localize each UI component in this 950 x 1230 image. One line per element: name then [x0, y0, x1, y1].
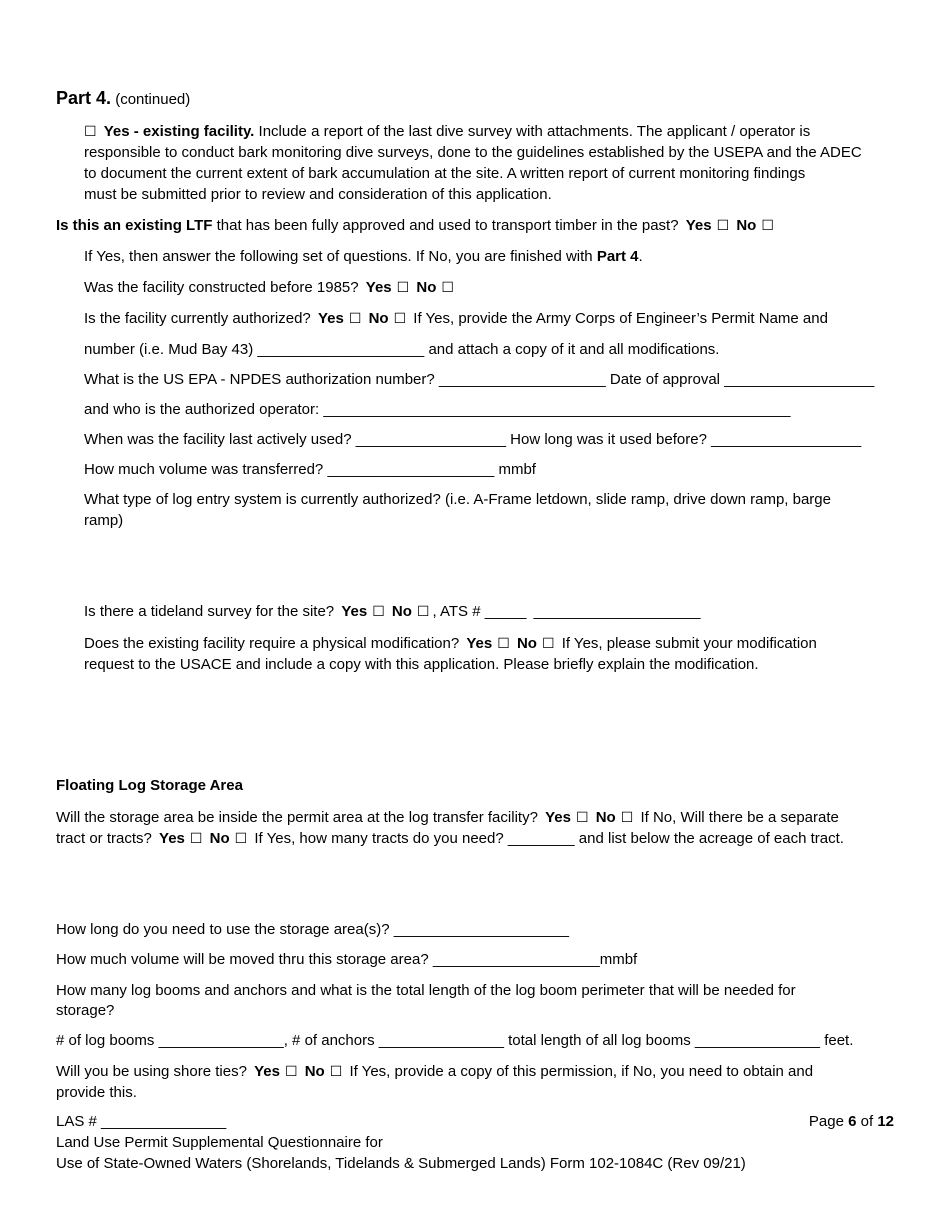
footer-las — [56, 1111, 226, 1132]
tideland-ats-field[interactable]: _____ — [484, 603, 527, 620]
constructed-text: Was the facility constructed before 1985? — [84, 279, 359, 296]
modification-line2: request to the USACE and include a copy with this application. Please briefly explain the modification. — [84, 656, 759, 673]
length-unit: feet. — [824, 1032, 854, 1049]
booms-question-line2: storage? — [56, 1002, 115, 1019]
yes-existing-line3: to document the current extent of bark accumulation at the site. A written report of current monitoring findings — [84, 165, 806, 182]
anchors-label: , # of anchors — [283, 1032, 375, 1049]
part-subtitle: (continued) — [115, 91, 191, 108]
yes-existing-label: Yes - existing facility. — [103, 123, 255, 140]
last-used-label: When was the facility last actively used? — [84, 431, 352, 448]
modification-no-label: No — [516, 635, 537, 652]
footer-form-title: Land Use Permit Supplemental Questionnaire for — [56, 1134, 383, 1151]
tract-question — [56, 828, 844, 850]
yes-existing-line1 — [84, 121, 810, 143]
shore-ties-no-label: No — [304, 1063, 325, 1080]
floating-heading: Floating Log Storage Area — [56, 777, 243, 794]
modification-yes-label: Yes — [466, 635, 493, 652]
booms-line — [56, 1030, 853, 1051]
storage-inside-no-label: No — [595, 809, 616, 826]
authorized-followup: If Yes, provide the Army Corps of Engineer’s Permit Name and — [413, 310, 828, 327]
storage-inside-text: Will the storage area be inside the permit area at the log transfer facility? — [56, 809, 538, 826]
tract-yes-label: Yes — [159, 830, 185, 847]
shore-ties-followup: If Yes, provide a copy of this permission, if No, you need to obtain and — [349, 1063, 814, 1080]
used-before-field[interactable]: __________________ — [711, 431, 862, 448]
length-field[interactable]: _______________ — [694, 1032, 821, 1049]
modification-followup: If Yes, please submit your modification — [561, 635, 817, 652]
volume-label: How much volume was transferred? — [84, 461, 324, 478]
npdes-line — [84, 369, 874, 390]
instructions-part: Part 4 — [596, 248, 639, 265]
shore-ties-question — [56, 1061, 813, 1083]
storage-inside-yes-checkbox[interactable]: ☐ — [575, 810, 589, 826]
tideland-question — [84, 601, 700, 623]
tideland-text: Is there a tideland survey for the site? — [84, 603, 335, 620]
tract-text: tract or tracts? — [56, 830, 152, 847]
constructed-yes-label: Yes — [365, 279, 392, 296]
authorized-no-checkbox[interactable]: ☐ — [393, 311, 407, 327]
page-word: Page — [808, 1113, 844, 1130]
storage-inside-no-checkbox[interactable]: ☐ — [620, 810, 634, 826]
tideland-ats-label: , ATS # — [432, 603, 481, 620]
modification-text: Does the existing facility require a physical modification? — [84, 635, 460, 652]
constructed-no-checkbox[interactable]: ☐ — [441, 280, 454, 296]
authorized-question — [84, 308, 828, 330]
last-used-field[interactable]: __________________ — [355, 431, 506, 448]
of-word: of — [860, 1113, 874, 1130]
authorized-yes-label: Yes — [317, 310, 344, 327]
constructed-yes-checkbox[interactable]: ☐ — [396, 280, 410, 296]
permit-number-post: and attach a copy of it and all modifications. — [428, 341, 720, 358]
storage-duration-field[interactable]: _____________________ — [393, 921, 569, 938]
existing-ltf-yes-checkbox[interactable]: ☐ — [716, 218, 730, 234]
storage-inside-followup: If No, Will there be a separate — [640, 809, 839, 826]
shore-ties-no-checkbox[interactable]: ☐ — [329, 1064, 343, 1080]
storage-duration-label: How long do you need to use the storage area(s)? — [56, 921, 390, 938]
footer-form-subtitle: Use of State-Owned Waters (Shorelands, Tidelands & Submerged Lands) Form 102-1084C (Rev 09/21) — [56, 1155, 746, 1172]
tideland-ats-field-2[interactable]: ____________________ — [533, 603, 701, 620]
permit-number-field[interactable]: ____________________ — [257, 341, 425, 358]
tract-post: and list below the acreage of each tract. — [578, 830, 844, 847]
modification-yes-checkbox[interactable]: ☐ — [497, 636, 510, 652]
storage-inside-yes-label: Yes — [545, 809, 571, 826]
used-before-label: How long was it used before? — [510, 431, 707, 448]
permit-number-line — [84, 339, 719, 360]
instructions-period: . — [638, 248, 643, 265]
npdes-number-field[interactable]: ____________________ — [438, 371, 606, 388]
yes-existing-line2: responsible to conduct bark monitoring dive surveys, done to the guidelines established by the USEPA and the ADEC — [84, 144, 862, 161]
yes-existing-checkbox[interactable]: ☐ — [84, 124, 97, 140]
npdes-date-label: Date of approval — [609, 371, 720, 388]
log-entry-line1: What type of log entry system is currently authorized? (i.e. A-Frame letdown, slide ramp, drive down ramp, barge — [84, 491, 831, 508]
constructed-question — [84, 277, 457, 299]
authorized-no-label: No — [368, 310, 389, 327]
yes-existing-line4: must be submitted prior to review and consideration of this application. — [84, 186, 552, 203]
volume-line — [84, 459, 536, 480]
operator-line — [84, 399, 791, 420]
operator-label: and who is the authorized operator: — [84, 401, 320, 418]
part-title: Part 4. — [56, 88, 112, 108]
tract-no-checkbox[interactable]: ☐ — [234, 831, 248, 847]
yes-existing-text: Include a report of the last dive survey with attachments. The applicant / operator is — [258, 123, 811, 140]
tract-no-label: No — [209, 830, 230, 847]
storage-volume-label: How much volume will be moved thru this storage area? — [56, 951, 429, 968]
modification-no-checkbox[interactable]: ☐ — [541, 636, 555, 652]
shore-ties-yes-checkbox[interactable]: ☐ — [284, 1064, 298, 1080]
part-heading — [56, 88, 190, 110]
existing-ltf-bold: Is this an existing LTF — [56, 217, 213, 234]
booms-label: # of log booms — [56, 1032, 155, 1049]
existing-ltf-text: that has been fully approved and used to transport timber in the past? — [216, 217, 679, 234]
constructed-no-label: No — [416, 279, 437, 296]
instructions-text: If Yes, then answer the following set of questions. If No, you are finished with — [84, 248, 593, 265]
storage-volume-unit: mmbf — [599, 951, 638, 968]
log-entry-line2: ramp) — [84, 512, 124, 529]
page-num: 6 — [848, 1113, 857, 1130]
permit-number-label: number (i.e. Mud Bay 43) — [84, 341, 254, 358]
existing-ltf-no-checkbox[interactable]: ☐ — [761, 218, 774, 234]
tideland-yes-checkbox[interactable]: ☐ — [372, 604, 385, 620]
booms-question-line1: How many log booms and anchors and what is the total length of the log boom perimeter that will be needed for — [56, 982, 796, 999]
npdes-label: What is the US EPA - NPDES authorization number? — [84, 371, 435, 388]
authorized-text: Is the facility currently authorized? — [84, 310, 311, 327]
tideland-no-label: No — [391, 603, 412, 620]
tract-count-label: If Yes, how many tracts do you need? — [254, 830, 504, 847]
existing-ltf-yes-label: Yes — [685, 217, 712, 234]
tract-yes-checkbox[interactable]: ☐ — [189, 831, 203, 847]
tideland-yes-label: Yes — [341, 603, 368, 620]
booms-field[interactable]: _______________ — [158, 1032, 284, 1049]
volume-unit: mmbf — [498, 461, 536, 478]
shore-ties-text: Will you be using shore ties? — [56, 1063, 247, 1080]
npdes-date-field[interactable]: __________________ — [724, 371, 875, 388]
anchors-field[interactable]: _______________ — [378, 1032, 504, 1049]
las-field[interactable]: _______________ — [101, 1113, 227, 1130]
footer-page-number — [809, 1111, 894, 1132]
page-total: 12 — [877, 1113, 894, 1130]
storage-duration-line — [56, 919, 569, 940]
length-label: total length of all log booms — [508, 1032, 691, 1049]
operator-field[interactable]: ________________________________________________________ — [323, 401, 791, 418]
storage-volume-line — [56, 949, 637, 970]
volume-field[interactable]: ____________________ — [327, 461, 495, 478]
storage-inside-question — [56, 807, 839, 829]
shore-ties-line2: provide this. — [56, 1084, 137, 1101]
tideland-no-checkbox[interactable]: ☐ — [416, 604, 430, 620]
last-used-line — [84, 429, 861, 450]
modification-question — [84, 633, 817, 655]
existing-ltf-question — [56, 215, 777, 237]
storage-volume-field[interactable]: ____________________ — [432, 951, 600, 968]
tract-count-field[interactable]: ________ — [507, 830, 575, 847]
las-label: LAS # — [56, 1113, 97, 1130]
instructions — [84, 246, 643, 267]
existing-ltf-no-label: No — [736, 217, 757, 234]
authorized-yes-checkbox[interactable]: ☐ — [348, 311, 362, 327]
shore-ties-yes-label: Yes — [254, 1063, 280, 1080]
